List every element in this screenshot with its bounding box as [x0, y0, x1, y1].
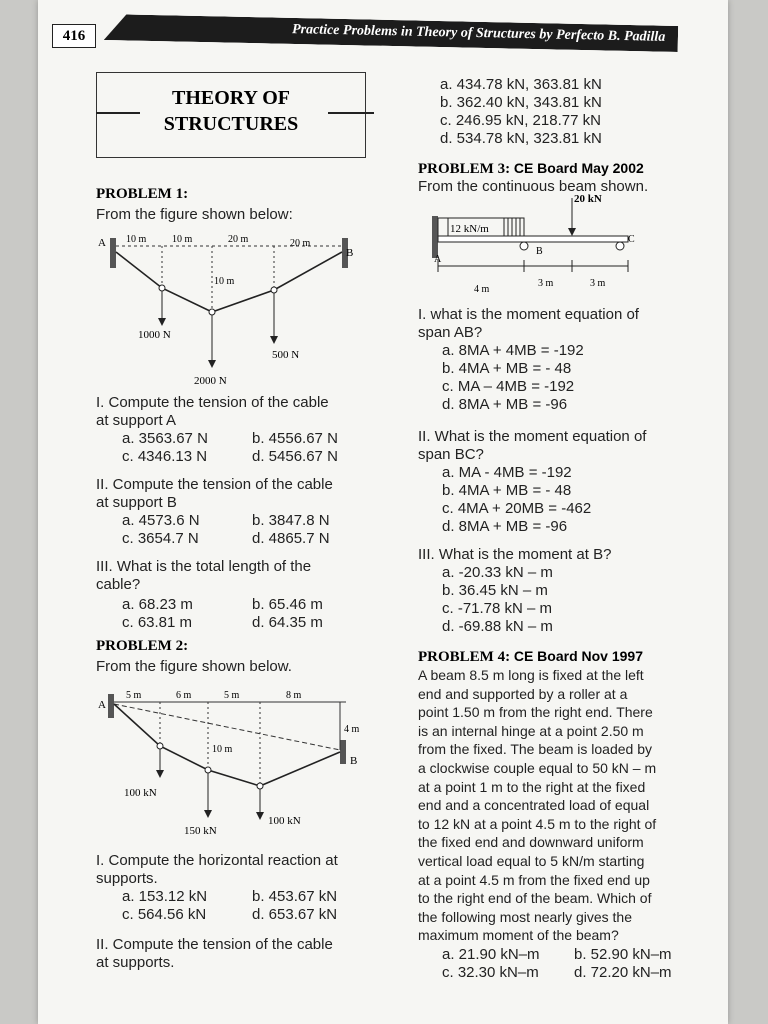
p1-load-1: 1000 N	[138, 329, 171, 341]
p1-q2-line1: II. Compute the tension of the cable	[96, 476, 333, 493]
problem2-heading: PROBLEM 2:	[96, 638, 189, 654]
p4-line: the fixed end and downward uniform	[418, 834, 644, 851]
prev-choice-d: d. 534.78 kN, 323.81 kN	[440, 130, 602, 147]
problem3-board: CE Board May 2002	[513, 160, 644, 176]
p1-q3-choice-c: c. 63.81 m	[122, 614, 193, 631]
p4-line: a clockwise couple equal to 50 kN – m	[418, 759, 657, 776]
p1-q1-line1: I. Compute the tension of the cable	[96, 394, 329, 411]
title-rule-right	[328, 112, 374, 114]
p3-udl-label: 12 kN/m	[450, 223, 489, 235]
p3-q2-choice-c: c. 4MA + 20MB = -462	[442, 500, 592, 517]
page-header	[52, 16, 682, 52]
p1-node	[209, 309, 215, 315]
p1-span-3: 20 m	[228, 234, 249, 245]
p1-label-b: B	[346, 247, 354, 259]
p1-q2-line2: at support B	[96, 494, 177, 511]
p2-q2-line1: II. Compute the tension of the cable	[96, 936, 333, 953]
p4-line: to 12 kN at a point 4.5 m to the right of	[418, 815, 657, 832]
page-number: 416	[52, 24, 96, 48]
p1-span-4: 20 m	[290, 238, 311, 249]
p1-q1-choice-c: c. 4346.13 N	[122, 448, 208, 465]
p3-label-b: B	[536, 246, 543, 257]
p1-q2-choice-d: d. 4865.7 N	[252, 530, 330, 547]
problem3-figure	[418, 190, 688, 296]
p3-q1-line1: I. what is the moment equation of	[418, 306, 639, 323]
p1-q1-choice-a: a. 3563.67 N	[122, 430, 208, 447]
p1-node	[159, 285, 165, 291]
p4-line: end and supported by a roller at a	[418, 685, 628, 702]
p4-line: A beam 8.5 m long is fixed at the left	[418, 667, 644, 683]
p2-arrowhead	[256, 812, 264, 820]
p4-line: point 1.50 m from the right end. There	[418, 704, 653, 721]
section-title	[97, 85, 365, 137]
p3-roller-b	[520, 242, 528, 250]
p2-q1-choice-b: b. 453.67 kN	[252, 888, 338, 905]
p3-q3-line1: III. What is the moment at B?	[418, 546, 612, 563]
p2-span-1: 5 m	[126, 690, 142, 701]
p1-span-1: 10 m	[126, 234, 147, 245]
p2-height: 4 m	[344, 724, 360, 735]
p1-q2-choice-b: b. 3847.8 N	[252, 512, 330, 529]
p1-q2-choice-c: c. 3654.7 N	[122, 530, 199, 547]
problem2-figure	[96, 684, 366, 844]
p1-q3-choice-d: d. 64.35 m	[252, 614, 323, 631]
section-title-line2: STRUCTURES	[163, 113, 299, 135]
p3-q1-choice-d: d. 8MA + MB = -96	[442, 396, 568, 413]
problem4-heading	[418, 648, 643, 666]
problem3-intro: From the continuous beam shown.	[418, 178, 649, 195]
p1-q3-line1: III. What is the total length of the	[96, 558, 312, 575]
p3-q1-line2: span AB?	[418, 324, 483, 341]
p3-q3-choice-b: b. 36.45 kN – m	[442, 582, 548, 599]
p1-q1-line2: at support A	[96, 412, 177, 429]
prev-choice-c: c. 246.95 kN, 218.77 kN	[440, 112, 601, 129]
p3-q1-choice-a: a. 8MA + 4MB = -192	[442, 342, 584, 359]
p2-support-a-wall	[108, 694, 114, 718]
p3-q1-choice-b: b. 4MA + MB = - 48	[442, 360, 572, 377]
p1-q3-line2: cable?	[96, 576, 141, 593]
p1-span-2: 10 m	[172, 234, 193, 245]
title-rule-left	[96, 112, 140, 114]
problem1-intro: From the figure shown below:	[96, 206, 293, 223]
p2-q1-choice-d: d. 653.67 kN	[252, 906, 338, 923]
problem1-heading: PROBLEM 1:	[96, 186, 189, 202]
p4-line: maximum moment of the beam?	[418, 927, 619, 944]
p2-q1-choice-c: c. 564.56 kN	[122, 906, 207, 923]
p4-line: to the right end of the beam. Which of	[418, 890, 652, 907]
prev-choice-a: a. 434.78 kN, 363.81 kN	[440, 76, 602, 93]
p1-arrowhead	[208, 360, 216, 368]
problem3-label: PROBLEM 3:	[418, 161, 511, 177]
p3-point-load-label: 20 kN	[574, 193, 602, 205]
p3-arrowhead	[568, 228, 576, 236]
p4-line: end and a concentrated load of equal	[418, 797, 650, 814]
p3-q2-choice-b: b. 4MA + MB = - 48	[442, 482, 572, 499]
section-title-box	[96, 72, 366, 158]
p2-q2-line2: at supports.	[96, 954, 175, 971]
p3-roller-c	[616, 242, 624, 250]
problem4-board: CE Board Nov 1997	[513, 648, 644, 664]
p2-load-3: 100 kN	[268, 815, 301, 827]
p2-q1-line2: supports.	[96, 870, 158, 887]
problem1-figure	[96, 228, 366, 388]
section-title-line1: THEORY OF	[171, 87, 290, 109]
p1-q3-choice-b: b. 65.46 m	[252, 596, 323, 613]
p1-load-2: 2000 N	[194, 375, 227, 387]
book-title: Practice Problems in Theory of Structures by Perfecto B. Padilla	[291, 22, 666, 45]
p3-q3-choice-c: c. -71.78 kN – m	[442, 600, 553, 617]
p3-span-1: 4 m	[474, 284, 490, 295]
p2-arrowhead	[204, 810, 212, 818]
p1-q1-choice-d: d. 5456.67 N	[252, 448, 338, 465]
p3-q1-choice-c: c. MA – 4MB = -192	[442, 378, 575, 395]
problem3-heading	[418, 160, 644, 178]
p4-choice-c: c. 32.30 kN–m	[442, 964, 539, 981]
p1-q1-choice-b: b. 4556.67 N	[252, 430, 338, 447]
p2-arrowhead	[156, 770, 164, 778]
p1-node	[271, 287, 277, 293]
p2-support-b-wall	[340, 740, 346, 764]
p3-beam	[438, 236, 628, 242]
p2-sag: 10 m	[212, 744, 233, 755]
p4-choice-d: d. 72.20 kN–m	[574, 964, 672, 981]
p2-load-1: 100 kN	[124, 787, 157, 799]
p2-node	[205, 767, 211, 773]
p3-label-c: C	[628, 234, 635, 245]
p3-span-2: 3 m	[538, 278, 554, 289]
p3-q3-choice-d: d. -69.88 kN – m	[442, 618, 553, 635]
p4-line: the following most nearly gives the	[418, 908, 632, 925]
support-a-wall	[110, 238, 116, 268]
problem2-intro: From the figure shown below.	[96, 658, 292, 675]
p2-label-a: A	[98, 699, 106, 711]
p1-q2-choice-a: a. 4573.6 N	[122, 512, 200, 529]
p3-q2-choice-a: a. MA - 4MB = -192	[442, 464, 572, 481]
p2-node	[157, 743, 163, 749]
p1-q3-choice-a: a. 68.23 m	[122, 596, 193, 613]
problem4-label: PROBLEM 4:	[418, 649, 511, 665]
p3-q2-choice-d: d. 8MA + MB = -96	[442, 518, 568, 535]
p4-line: is an internal hinge at a point 2.50 m	[418, 722, 644, 739]
p3-fixed-wall	[432, 216, 438, 258]
p3-q2-line2: span BC?	[418, 446, 484, 463]
p2-span-2: 6 m	[176, 690, 192, 701]
p4-line: vertical load equal to 5 kN/m starting	[418, 852, 645, 869]
p1-load-3: 500 N	[272, 349, 300, 361]
p4-line: at a point 1 m to the right at the fixed	[418, 778, 646, 795]
p2-span-3: 5 m	[224, 690, 240, 701]
prev-choice-b: b. 362.40 kN, 343.81 kN	[440, 94, 602, 111]
p2-q1-choice-a: a. 153.12 kN	[122, 888, 208, 905]
p4-line: at a point 4.5 m from the fixed end up	[418, 871, 650, 888]
p1-sag: 10 m	[214, 276, 235, 287]
p2-q1-line1: I. Compute the horizontal reaction at	[96, 852, 338, 869]
p2-span-4: 8 m	[286, 690, 302, 701]
p4-line: from the fixed. The beam is loaded by	[418, 741, 652, 758]
p2-node	[257, 783, 263, 789]
p3-q2-line1: II. What is the moment equation of	[418, 428, 647, 445]
p2-load-2: 150 kN	[184, 825, 217, 837]
p1-arrowhead	[158, 318, 166, 326]
p1-label-a: A	[98, 237, 106, 249]
p3-q3-choice-a: a. -20.33 kN – m	[442, 564, 553, 581]
p4-choice-b: b. 52.90 kN–m	[574, 946, 672, 963]
p3-label-a: A	[434, 254, 442, 265]
p2-label-b: B	[350, 755, 358, 767]
p4-choice-a: a. 21.90 kN–m	[442, 946, 540, 963]
p3-span-3: 3 m	[590, 278, 606, 289]
problem4-body	[418, 666, 656, 945]
p1-arrowhead	[270, 336, 278, 344]
